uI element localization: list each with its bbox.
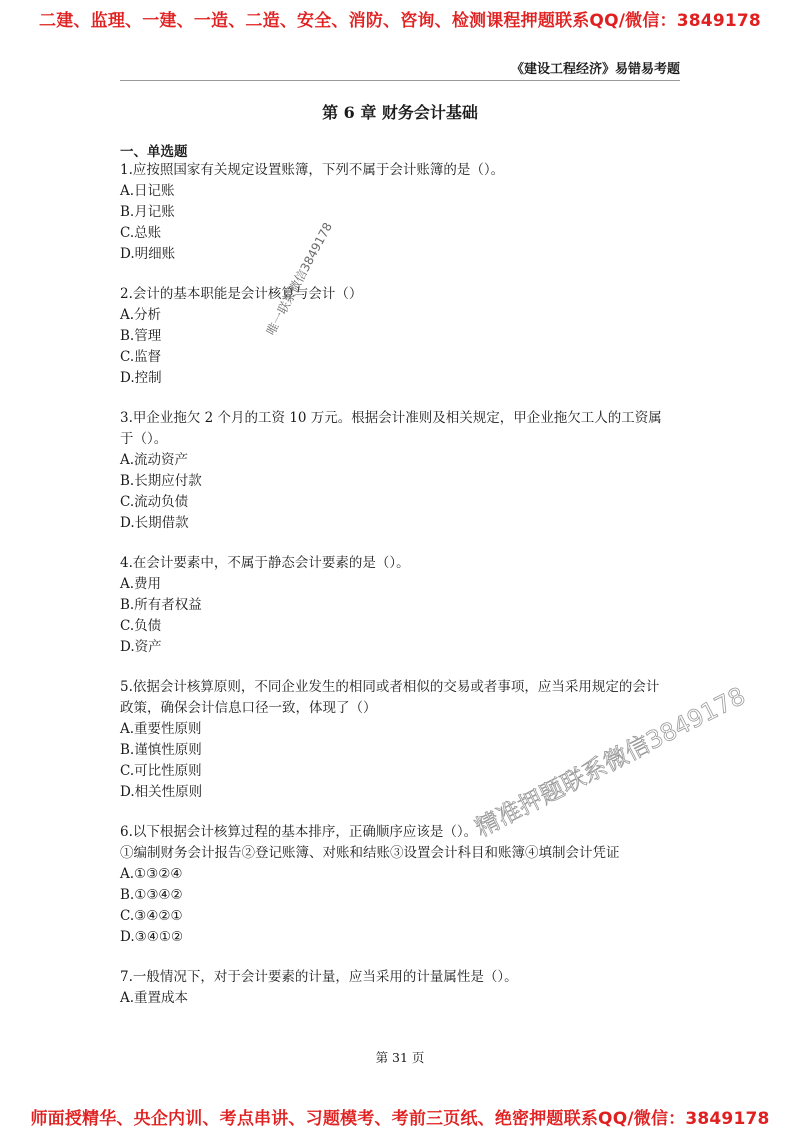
- question-stem: [120, 967, 690, 988]
- answer-option: B.月记账: [120, 204, 175, 220]
- question-stem-line: 5.依据会计核算原则，不同企业发生的相同或者相似的交易或者事项，应当采用规定的会计: [120, 679, 660, 695]
- question-stem-line: 4.在会计要素中，不属于静态会计要素的是（）。: [120, 555, 410, 571]
- question-stem-line: 6.以下根据会计核算过程的基本排序，正确顺序应该是（）。: [120, 824, 478, 840]
- question-stem: [120, 408, 690, 450]
- running-header: 《建设工程经济》易错易考题: [510, 62, 680, 77]
- answer-option: C.监督: [120, 349, 162, 365]
- answer-option: D.明细账: [120, 246, 176, 262]
- question: [120, 822, 690, 948]
- chapter-title: 第 6 章 财务会计基础: [322, 103, 478, 122]
- answer-option: C.流动负债: [120, 494, 189, 510]
- page-number: 第 31 页: [375, 1050, 425, 1065]
- answer-option: A.重要性原则: [120, 721, 202, 737]
- question: [120, 284, 690, 389]
- answer-option: B.谨慎性原则: [120, 742, 202, 758]
- header-rule: [120, 80, 680, 81]
- question: [120, 677, 690, 803]
- question-stem-line: 3.甲企业拖欠 2 个月的工资 10 万元。根据会计准则及相关规定，甲企业拖欠工人的工资属: [120, 410, 662, 426]
- answer-option: C.可比性原则: [120, 763, 202, 779]
- answer-option: D.长期借款: [120, 515, 189, 531]
- answer-option: C.③④②①: [120, 908, 183, 924]
- answer-option: A.流动资产: [120, 452, 189, 468]
- question-stem-line: 政策，确保会计信息口径一致，体现了（）: [120, 700, 377, 716]
- answer-option: D.相关性原则: [120, 784, 203, 800]
- question: [120, 967, 690, 1009]
- answer-option: B.①③④②: [120, 887, 183, 903]
- answer-option: D.资产: [120, 639, 162, 655]
- question: [120, 553, 690, 658]
- watermark-large: 精准押题联系微信3849178: [470, 681, 750, 843]
- answer-option: D.③④①②: [120, 929, 184, 945]
- answer-option: A.①③②④: [120, 866, 183, 882]
- answer-option: D.控制: [120, 370, 162, 386]
- question-stem-line: 7.一般情况下，对于会计要素的计量，应当采用的计量属性是（）。: [120, 969, 518, 985]
- answer-option: B.长期应付款: [120, 473, 202, 489]
- bottom-banner: 师面授精华、央企内训、考点串讲、习题模考、考前三页纸、绝密押题联系QQ/微信：3849178: [30, 1109, 770, 1129]
- question-stem-line: 于（）。: [120, 431, 168, 447]
- question-stem: [120, 160, 690, 181]
- answer-option: B.所有者权益: [120, 597, 202, 613]
- question-stem-line: 2.会计的基本职能是会计核算与会计（）: [120, 286, 363, 302]
- top-banner: 二建、监理、一建、一造、二造、安全、消防、咨询、检测课程押题联系QQ/微信：3849178: [39, 11, 761, 31]
- answer-option: C.负债: [120, 618, 162, 634]
- answer-option: C.总账: [120, 225, 162, 241]
- question-stem: [120, 284, 690, 305]
- question-list: [120, 160, 690, 1028]
- question-stem: [120, 822, 690, 864]
- question-stem: [120, 553, 690, 574]
- watermark-small: 唯一联系微信3849178: [263, 220, 336, 338]
- question: [120, 160, 690, 265]
- answer-option: A.重置成本: [120, 990, 189, 1006]
- answer-option: A.费用: [120, 576, 162, 592]
- question-stem-line: 1.应按照国家有关规定设置账簿，下列不属于会计账簿的是（）。: [120, 162, 505, 178]
- answer-option: A.分析: [120, 307, 162, 323]
- answer-option: B.管理: [120, 328, 162, 344]
- question-stem-line: ①编制财务会计报告②登记账簿、对账和结账③设置会计科目和账簿④填制会计凭证: [120, 845, 620, 861]
- section-title: 一、单选题: [120, 144, 188, 160]
- answer-option: A.日记账: [120, 183, 175, 199]
- question: [120, 408, 690, 534]
- question-stem: [120, 677, 690, 719]
